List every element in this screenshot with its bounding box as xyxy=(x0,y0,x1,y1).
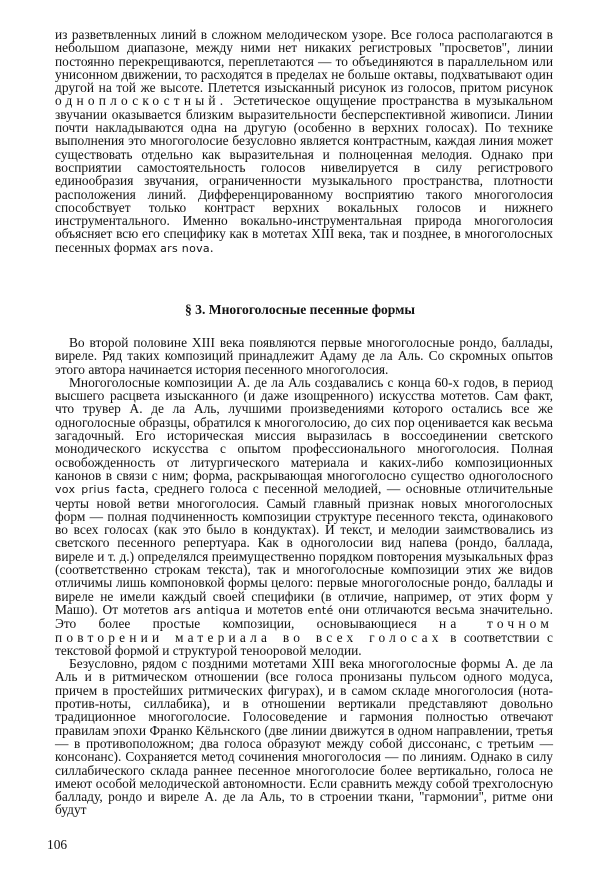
latin-term: enté xyxy=(307,603,334,617)
emphasized-text: одноплоскостный. xyxy=(55,93,228,109)
text-run: Многоголосные композиции А. де ла Аль создавались с конца 60-х годов, в период высшего расцвета изысканного (и даже изощренного) искусства мотетов. Сам факт, что трувер А. де ла Аль, лучшими произведениями которого остались все же одноголосные образцы, обратился к многоголосию, до сих пор оценивается как весьма загадочный. Его историческая миссия выразилась в воссоединении светского монодического искусства с опытом профессионального многоголосия. Полная освобожденность от литургического материала и каких-либо композиционных канонов в связи с ним; форма, раскрывающая многоголосно существо одноголосного xyxy=(55,374,553,483)
section-heading: § 3. Многоголосные песенные формы xyxy=(184,302,416,317)
continuation-paragraph xyxy=(55,28,553,255)
section-text-block xyxy=(55,336,553,817)
page-number: 106 xyxy=(47,837,68,852)
latin-term: vox prius facta xyxy=(55,483,146,497)
text-run: они отличаются весьма значительно. Это более простые композиции, основывающиеся xyxy=(55,601,553,632)
text-run: из разветвленных линий в сложном мелодическом узоре. Все голоса располагаются в небольшом диапазоне, между ними нет никаких регистровых ''просветов'', линии постоянно перекрещиваются, переплетаются — то объединяются в параллельном или унисонном движении, то расходятся в пределах не больше октавы, подхватывают один другой на той же высоте. Плетется изысканный рисунок из голосов, притом рисунок xyxy=(55,27,553,96)
paragraph-2 xyxy=(55,376,553,657)
top-text-block xyxy=(55,28,553,255)
paragraph-1: Во второй половине XIII века появляются первые многоголосные рондо, баллады, виреле. Ряд таких композиций принадлежит Адаму де ла Аль. Со скромных опытов этого автора начинается история песенного многоголосия. xyxy=(55,335,553,377)
text-run: Эстетическое ощущение пространства в музыкальном звучании оказывается близким выразительности бесперспективной живописи. Линии почти накладываются одна на другую (особенно в верхних голосах). По технике выполнения это многоголосие безусловно является контрастным, каждая линия может существовать отдельно как выразительная и полноценная мелодия. Однако при восприятии самостоятельность голосов нивелируется в силу регистрового единообразия звучания, ограниченности музыкального пространства, плотности расположения линий. Дифференцированному восприятию такого многоголосия способствует только контраст верхних вокальных голосов и нижнего инструментального. Именно вокально-инструментальная природа многоголосия объясняет всю его специфику как в мотетах XIII века, так и позднее, в многоголосных песенных формах xyxy=(55,93,553,255)
text-run: . xyxy=(209,239,214,255)
text-run: в соответствии с текстовой формой и структурой тенооровой мелодии. xyxy=(55,629,553,658)
paragraph-3: Безусловно, рядом с поздними мотетами XIII века многоголосные формы А. де ла Аль и в ритмическом отношении (все голоса пронизаны пульсом одного модуса, причем в простейших ритмических фигурах), и в самом складе многоголосия (нота-против-ноты, силлабика), и в отношении вертикали представляют довольно традиционное многоголосие. Голосоведение и гармония полностью отвечают правилам эпохи Франко Кёльнского (две линии движутся в одном направлении, третья — в противоположном; два голоса образуют между собой диссонанс, с третьим — консонанс). Сохраняется метод сочинения многоголосия — по линиям. Однако в силу силлабического склада раннее песенное многоголосие более вертикально, голоса не имеют особой мелодической автономности. Если сравнить между собой трехголосную балладу, рондо и виреле А. де ла Аль, то в строении ткани, ''гармонии'', ритме они будут xyxy=(55,656,553,818)
latin-term: ars antiqua xyxy=(173,603,241,617)
text-run: , среднего голоса с песенной мелодией, — основные отличительные черты новой ветви многоголосия. Самый главный признак новых многоголосных форм — полная подчиненность композиции структуре песенного текста, одинакового во всех голосах (как это было в кондуктах). И текст, и мелодии заимствовались из светского песенного репертуара. Как в одноголосии вид напева (рондо, баллада, виреле и т. д.) определялся преимущественно порядком повторения музыкальных фраз (соответственно строкам текста), так и многоголосные композиции этих же видов отличимы лишь компоновкой формы целого: первые многоголосные рондо, баллады и виреле не имели каждый своей специфики (в отличие, например, от этих форм у Машо). От мотетов xyxy=(55,481,553,617)
latin-term: ars nova xyxy=(160,241,210,255)
text-run: и мотетов xyxy=(240,601,308,617)
emphasized-text: на точном повторении материала во всех голосах xyxy=(55,616,553,645)
